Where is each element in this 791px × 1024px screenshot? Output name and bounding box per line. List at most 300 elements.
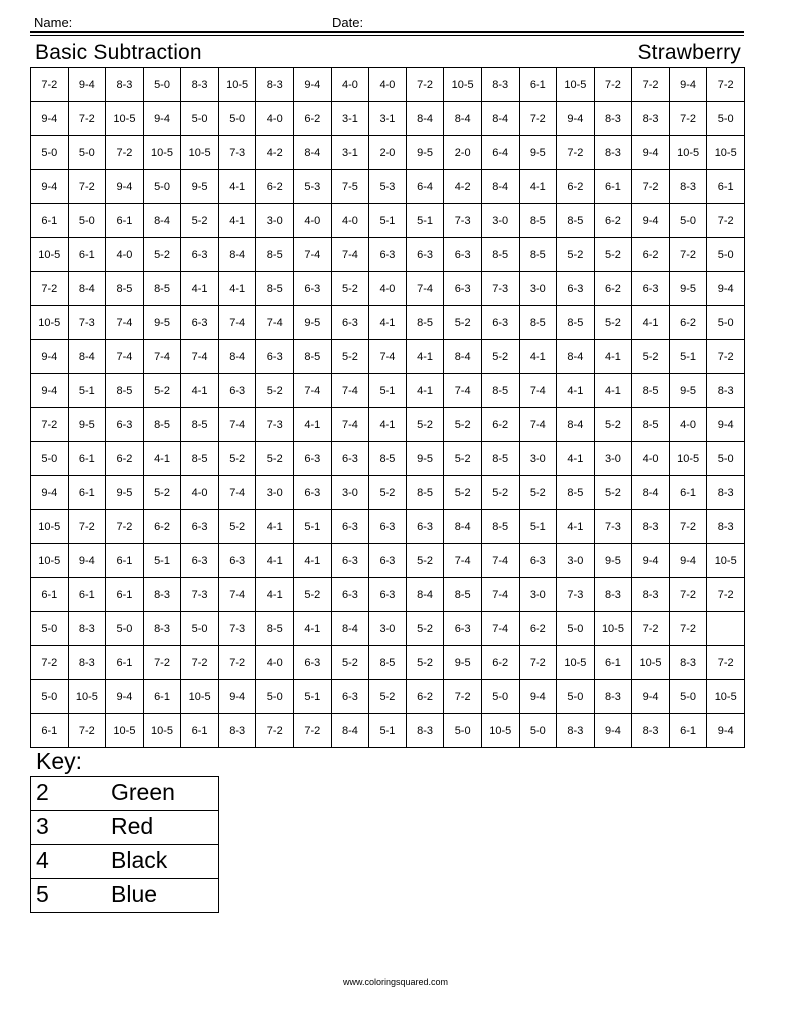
grid-cell[interactable]: 5-2 bbox=[369, 476, 407, 510]
grid-cell[interactable]: 10-5 bbox=[31, 306, 69, 340]
grid-cell[interactable]: 8-3 bbox=[68, 646, 106, 680]
grid-cell[interactable]: 8-5 bbox=[143, 272, 181, 306]
grid-cell[interactable]: 7-2 bbox=[669, 510, 707, 544]
grid-cell[interactable]: 6-1 bbox=[594, 170, 632, 204]
grid-cell[interactable]: 8-5 bbox=[256, 238, 294, 272]
grid-cell[interactable]: 6-3 bbox=[369, 238, 407, 272]
grid-cell[interactable]: 10-5 bbox=[31, 238, 69, 272]
grid-cell[interactable]: 5-2 bbox=[143, 476, 181, 510]
grid-cell[interactable]: 10-5 bbox=[707, 680, 745, 714]
grid-cell[interactable]: 9-4 bbox=[632, 204, 670, 238]
grid-cell[interactable]: 7-2 bbox=[68, 170, 106, 204]
grid-cell[interactable]: 10-5 bbox=[68, 680, 106, 714]
grid-cell[interactable]: 10-5 bbox=[181, 136, 219, 170]
grid-cell[interactable]: 10-5 bbox=[632, 646, 670, 680]
grid-cell[interactable]: 5-0 bbox=[444, 714, 482, 748]
grid-cell[interactable]: 6-3 bbox=[444, 612, 482, 646]
grid-cell[interactable]: 6-3 bbox=[256, 340, 294, 374]
grid-cell[interactable]: 8-5 bbox=[369, 646, 407, 680]
grid-cell[interactable]: 5-1 bbox=[369, 374, 407, 408]
grid-cell[interactable]: 6-2 bbox=[143, 510, 181, 544]
grid-cell[interactable]: 7-4 bbox=[218, 408, 256, 442]
grid-cell[interactable]: 4-0 bbox=[369, 68, 407, 102]
grid-cell[interactable]: 6-3 bbox=[369, 578, 407, 612]
grid-cell[interactable]: 5-2 bbox=[256, 442, 294, 476]
grid-cell[interactable]: 6-3 bbox=[406, 238, 444, 272]
grid-cell[interactable]: 4-1 bbox=[369, 408, 407, 442]
grid-cell[interactable]: 9-4 bbox=[31, 476, 69, 510]
grid-cell[interactable]: 10-5 bbox=[106, 102, 144, 136]
grid-cell[interactable]: 6-1 bbox=[31, 204, 69, 238]
grid-cell[interactable]: 8-4 bbox=[444, 340, 482, 374]
grid-cell[interactable]: 3-1 bbox=[331, 136, 369, 170]
grid-cell[interactable]: 7-4 bbox=[143, 340, 181, 374]
grid-cell[interactable]: 5-0 bbox=[31, 680, 69, 714]
grid-cell[interactable]: 8-4 bbox=[481, 170, 519, 204]
grid-cell[interactable]: 4-0 bbox=[632, 442, 670, 476]
grid-cell[interactable]: 6-1 bbox=[31, 714, 69, 748]
grid-cell[interactable]: 8-3 bbox=[669, 170, 707, 204]
grid-cell[interactable]: 8-4 bbox=[557, 408, 595, 442]
grid-cell[interactable]: 4-1 bbox=[519, 170, 557, 204]
grid-cell[interactable]: 10-5 bbox=[143, 136, 181, 170]
grid-cell[interactable]: 3-1 bbox=[369, 102, 407, 136]
grid-cell[interactable]: 6-3 bbox=[181, 510, 219, 544]
grid-cell[interactable]: 7-4 bbox=[294, 238, 332, 272]
grid-cell[interactable]: 8-4 bbox=[68, 272, 106, 306]
grid-cell[interactable]: 4-1 bbox=[294, 408, 332, 442]
grid-cell[interactable]: 8-3 bbox=[707, 374, 745, 408]
grid-cell[interactable]: 6-1 bbox=[707, 170, 745, 204]
grid-cell[interactable]: 3-0 bbox=[331, 476, 369, 510]
grid-cell[interactable]: 10-5 bbox=[106, 714, 144, 748]
grid-cell[interactable]: 7-4 bbox=[294, 374, 332, 408]
grid-cell[interactable]: 6-3 bbox=[369, 544, 407, 578]
grid-cell[interactable]: 8-3 bbox=[557, 714, 595, 748]
grid-cell[interactable]: 3-0 bbox=[481, 204, 519, 238]
grid-cell[interactable]: 8-5 bbox=[106, 272, 144, 306]
grid-cell[interactable]: 10-5 bbox=[594, 612, 632, 646]
grid-cell[interactable]: 3-0 bbox=[594, 442, 632, 476]
grid-cell[interactable]: 6-1 bbox=[181, 714, 219, 748]
grid-cell[interactable]: 5-2 bbox=[594, 306, 632, 340]
grid-cell[interactable]: 9-4 bbox=[106, 170, 144, 204]
grid-cell[interactable]: 3-0 bbox=[256, 204, 294, 238]
grid-cell[interactable]: 5-0 bbox=[519, 714, 557, 748]
grid-cell[interactable]: 5-0 bbox=[707, 442, 745, 476]
grid-cell[interactable]: 9-4 bbox=[31, 340, 69, 374]
grid-cell[interactable]: 8-4 bbox=[481, 102, 519, 136]
grid-cell[interactable]: 7-2 bbox=[181, 646, 219, 680]
grid-cell[interactable]: 5-2 bbox=[444, 306, 482, 340]
grid-cell[interactable]: 6-3 bbox=[331, 680, 369, 714]
grid-cell[interactable]: 6-3 bbox=[218, 374, 256, 408]
grid-cell[interactable]: 10-5 bbox=[218, 68, 256, 102]
grid-cell[interactable]: 4-0 bbox=[331, 204, 369, 238]
grid-cell[interactable]: 8-5 bbox=[256, 612, 294, 646]
grid-cell[interactable]: 2-0 bbox=[444, 136, 482, 170]
grid-cell[interactable]: 6-2 bbox=[632, 238, 670, 272]
grid-cell[interactable]: 8-5 bbox=[481, 374, 519, 408]
grid-cell[interactable]: 5-2 bbox=[632, 340, 670, 374]
grid-cell[interactable]: 6-3 bbox=[406, 510, 444, 544]
grid-cell[interactable]: 6-3 bbox=[444, 272, 482, 306]
grid-cell[interactable]: 5-0 bbox=[707, 238, 745, 272]
grid-cell[interactable]: 8-3 bbox=[669, 646, 707, 680]
grid-cell[interactable]: 8-5 bbox=[406, 306, 444, 340]
grid-cell[interactable]: 9-4 bbox=[31, 170, 69, 204]
grid-cell[interactable]: 5-2 bbox=[406, 646, 444, 680]
grid-cell[interactable]: 7-2 bbox=[519, 102, 557, 136]
grid-cell[interactable]: 6-3 bbox=[481, 306, 519, 340]
grid-cell[interactable]: 7-2 bbox=[106, 510, 144, 544]
grid-cell[interactable]: 7-2 bbox=[707, 340, 745, 374]
grid-cell[interactable]: 8-3 bbox=[594, 136, 632, 170]
grid-cell[interactable]: 8-3 bbox=[594, 578, 632, 612]
grid-cell[interactable]: 4-1 bbox=[181, 374, 219, 408]
grid-cell[interactable]: 5-0 bbox=[181, 612, 219, 646]
grid-cell[interactable]: 9-4 bbox=[106, 680, 144, 714]
grid-cell[interactable]: 7-2 bbox=[707, 646, 745, 680]
grid-cell[interactable]: 10-5 bbox=[669, 136, 707, 170]
grid-cell[interactable]: 9-4 bbox=[669, 68, 707, 102]
grid-cell[interactable]: 6-3 bbox=[181, 544, 219, 578]
grid-cell[interactable]: 6-1 bbox=[519, 68, 557, 102]
grid-cell[interactable]: 7-4 bbox=[481, 544, 519, 578]
grid-cell[interactable]: 8-3 bbox=[218, 714, 256, 748]
grid-cell[interactable]: 9-5 bbox=[406, 136, 444, 170]
grid-cell[interactable]: 5-0 bbox=[707, 306, 745, 340]
grid-cell[interactable]: 6-2 bbox=[557, 170, 595, 204]
grid-cell[interactable]: 7-2 bbox=[707, 204, 745, 238]
grid-cell[interactable]: 7-4 bbox=[331, 374, 369, 408]
grid-cell[interactable]: 8-5 bbox=[557, 204, 595, 238]
grid-cell[interactable]: 7-2 bbox=[31, 408, 69, 442]
grid-cell[interactable]: 6-1 bbox=[106, 578, 144, 612]
grid-cell[interactable]: 8-5 bbox=[294, 340, 332, 374]
grid-cell[interactable]: 9-4 bbox=[68, 544, 106, 578]
grid-cell[interactable]: 5-2 bbox=[331, 340, 369, 374]
grid-cell[interactable]: 5-0 bbox=[68, 204, 106, 238]
grid-cell[interactable]: 7-2 bbox=[444, 680, 482, 714]
grid-cell[interactable]: 8-3 bbox=[707, 510, 745, 544]
grid-cell[interactable]: 7-3 bbox=[218, 136, 256, 170]
grid-cell[interactable]: 8-5 bbox=[519, 238, 557, 272]
grid-cell[interactable]: 7-4 bbox=[106, 340, 144, 374]
grid-cell[interactable]: 5-2 bbox=[406, 408, 444, 442]
grid-cell[interactable]: 8-5 bbox=[106, 374, 144, 408]
grid-cell[interactable]: 4-1 bbox=[557, 442, 595, 476]
grid-cell[interactable]: 5-2 bbox=[331, 272, 369, 306]
grid-cell[interactable]: 7-2 bbox=[632, 170, 670, 204]
grid-cell[interactable]: 8-3 bbox=[481, 68, 519, 102]
grid-cell[interactable]: 4-0 bbox=[369, 272, 407, 306]
grid-cell[interactable]: 6-2 bbox=[669, 306, 707, 340]
grid-cell[interactable]: 6-3 bbox=[106, 408, 144, 442]
grid-cell[interactable]: 5-0 bbox=[31, 612, 69, 646]
grid-cell[interactable]: 8-3 bbox=[143, 578, 181, 612]
grid-cell[interactable]: 10-5 bbox=[557, 68, 595, 102]
grid-cell[interactable]: 7-2 bbox=[68, 102, 106, 136]
grid-cell[interactable]: 8-4 bbox=[143, 204, 181, 238]
grid-cell[interactable]: 7-3 bbox=[68, 306, 106, 340]
grid-cell[interactable]: 4-1 bbox=[594, 374, 632, 408]
grid-cell[interactable]: 5-1 bbox=[294, 510, 332, 544]
grid-cell[interactable]: 6-3 bbox=[294, 442, 332, 476]
grid-cell[interactable]: 8-3 bbox=[707, 476, 745, 510]
grid-cell[interactable]: 6-3 bbox=[294, 476, 332, 510]
grid-cell[interactable]: 9-4 bbox=[632, 680, 670, 714]
grid-cell[interactable]: 10-5 bbox=[143, 714, 181, 748]
grid-cell[interactable]: 5-0 bbox=[143, 170, 181, 204]
grid-cell[interactable]: 5-0 bbox=[557, 612, 595, 646]
grid-cell[interactable]: 5-0 bbox=[143, 68, 181, 102]
grid-cell[interactable]: 6-1 bbox=[68, 442, 106, 476]
grid-cell[interactable]: 8-5 bbox=[444, 578, 482, 612]
grid-cell[interactable]: 8-5 bbox=[557, 476, 595, 510]
grid-cell[interactable]: 5-0 bbox=[557, 680, 595, 714]
grid-cell[interactable]: 4-1 bbox=[143, 442, 181, 476]
grid-cell[interactable]: 3-0 bbox=[369, 612, 407, 646]
grid-cell[interactable]: 6-3 bbox=[331, 578, 369, 612]
grid-cell[interactable]: 7-3 bbox=[444, 204, 482, 238]
grid-cell[interactable]: 4-1 bbox=[594, 340, 632, 374]
grid-cell[interactable]: 9-4 bbox=[31, 374, 69, 408]
grid-cell[interactable]: 9-5 bbox=[68, 408, 106, 442]
grid-cell[interactable]: 7-2 bbox=[669, 612, 707, 646]
grid-cell[interactable]: 5-2 bbox=[519, 476, 557, 510]
grid-cell[interactable]: 9-4 bbox=[632, 544, 670, 578]
grid-cell[interactable]: 6-3 bbox=[181, 306, 219, 340]
grid-cell[interactable]: 5-0 bbox=[31, 442, 69, 476]
grid-cell[interactable]: 8-4 bbox=[406, 578, 444, 612]
grid-cell[interactable]: 4-1 bbox=[519, 340, 557, 374]
grid-cell[interactable]: 7-2 bbox=[31, 646, 69, 680]
grid-cell[interactable]: 5-2 bbox=[594, 408, 632, 442]
grid-cell[interactable]: 7-2 bbox=[31, 272, 69, 306]
grid-cell[interactable]: 6-3 bbox=[331, 510, 369, 544]
grid-cell[interactable]: 5-1 bbox=[669, 340, 707, 374]
grid-cell[interactable]: 2-0 bbox=[369, 136, 407, 170]
grid-cell[interactable]: 7-3 bbox=[218, 612, 256, 646]
grid-cell[interactable]: 6-2 bbox=[594, 204, 632, 238]
grid-cell[interactable]: 8-3 bbox=[594, 102, 632, 136]
grid-cell[interactable]: 6-3 bbox=[331, 306, 369, 340]
grid-cell[interactable]: 5-3 bbox=[369, 170, 407, 204]
grid-cell[interactable]: 8-5 bbox=[557, 306, 595, 340]
grid-cell[interactable]: 7-3 bbox=[594, 510, 632, 544]
grid-cell[interactable]: 9-5 bbox=[406, 442, 444, 476]
grid-cell[interactable]: 8-3 bbox=[632, 510, 670, 544]
grid-cell[interactable]: 9-5 bbox=[444, 646, 482, 680]
grid-cell[interactable] bbox=[707, 612, 745, 646]
grid-cell[interactable]: 7-4 bbox=[519, 374, 557, 408]
grid-cell[interactable]: 6-3 bbox=[557, 272, 595, 306]
grid-cell[interactable]: 4-1 bbox=[256, 510, 294, 544]
grid-cell[interactable]: 7-2 bbox=[294, 714, 332, 748]
grid-cell[interactable]: 8-4 bbox=[557, 340, 595, 374]
grid-cell[interactable]: 6-2 bbox=[594, 272, 632, 306]
grid-cell[interactable]: 7-4 bbox=[218, 578, 256, 612]
grid-cell[interactable]: 5-2 bbox=[481, 340, 519, 374]
grid-cell[interactable]: 6-3 bbox=[369, 510, 407, 544]
grid-cell[interactable]: 9-5 bbox=[181, 170, 219, 204]
grid-cell[interactable]: 5-2 bbox=[594, 238, 632, 272]
grid-cell[interactable]: 5-0 bbox=[31, 136, 69, 170]
grid-cell[interactable]: 7-4 bbox=[406, 272, 444, 306]
grid-cell[interactable]: 6-2 bbox=[481, 646, 519, 680]
grid-cell[interactable]: 5-1 bbox=[143, 544, 181, 578]
grid-cell[interactable]: 5-2 bbox=[143, 238, 181, 272]
grid-cell[interactable]: 9-4 bbox=[669, 544, 707, 578]
grid-cell[interactable]: 4-0 bbox=[294, 204, 332, 238]
grid-cell[interactable]: 7-2 bbox=[106, 136, 144, 170]
grid-cell[interactable]: 9-4 bbox=[594, 714, 632, 748]
grid-cell[interactable]: 7-4 bbox=[256, 306, 294, 340]
grid-cell[interactable]: 3-0 bbox=[557, 544, 595, 578]
grid-cell[interactable]: 4-0 bbox=[181, 476, 219, 510]
grid-cell[interactable]: 5-1 bbox=[369, 714, 407, 748]
grid-cell[interactable]: 4-1 bbox=[369, 306, 407, 340]
grid-cell[interactable]: 8-4 bbox=[444, 102, 482, 136]
grid-cell[interactable]: 5-0 bbox=[256, 680, 294, 714]
grid-cell[interactable]: 6-1 bbox=[106, 204, 144, 238]
grid-cell[interactable]: 9-4 bbox=[707, 272, 745, 306]
grid-cell[interactable]: 8-4 bbox=[218, 238, 256, 272]
grid-cell[interactable]: 8-5 bbox=[369, 442, 407, 476]
grid-cell[interactable]: 4-0 bbox=[106, 238, 144, 272]
grid-cell[interactable]: 6-3 bbox=[181, 238, 219, 272]
grid-cell[interactable]: 6-2 bbox=[406, 680, 444, 714]
grid-cell[interactable]: 6-3 bbox=[632, 272, 670, 306]
grid-cell[interactable]: 9-5 bbox=[669, 272, 707, 306]
grid-cell[interactable]: 6-2 bbox=[256, 170, 294, 204]
grid-cell[interactable]: 5-2 bbox=[481, 476, 519, 510]
grid-cell[interactable]: 7-5 bbox=[331, 170, 369, 204]
grid-cell[interactable]: 6-1 bbox=[68, 578, 106, 612]
grid-cell[interactable]: 7-2 bbox=[256, 714, 294, 748]
grid-cell[interactable]: 6-3 bbox=[294, 272, 332, 306]
grid-cell[interactable]: 7-2 bbox=[669, 238, 707, 272]
grid-cell[interactable]: 4-1 bbox=[294, 612, 332, 646]
grid-cell[interactable]: 7-4 bbox=[481, 578, 519, 612]
grid-cell[interactable]: 3-0 bbox=[519, 578, 557, 612]
grid-cell[interactable]: 9-4 bbox=[143, 102, 181, 136]
grid-cell[interactable]: 8-5 bbox=[481, 238, 519, 272]
grid-cell[interactable]: 5-2 bbox=[406, 612, 444, 646]
grid-cell[interactable]: 6-1 bbox=[106, 646, 144, 680]
grid-cell[interactable]: 6-4 bbox=[481, 136, 519, 170]
grid-cell[interactable]: 9-4 bbox=[519, 680, 557, 714]
grid-cell[interactable]: 6-2 bbox=[294, 102, 332, 136]
grid-cell[interactable]: 4-0 bbox=[256, 102, 294, 136]
grid-cell[interactable]: 4-1 bbox=[218, 272, 256, 306]
grid-cell[interactable]: 5-2 bbox=[406, 544, 444, 578]
grid-cell[interactable]: 8-4 bbox=[68, 340, 106, 374]
grid-cell[interactable]: 5-0 bbox=[669, 680, 707, 714]
grid-cell[interactable]: 5-3 bbox=[294, 170, 332, 204]
grid-cell[interactable]: 6-4 bbox=[406, 170, 444, 204]
grid-cell[interactable]: 4-0 bbox=[331, 68, 369, 102]
grid-cell[interactable]: 8-3 bbox=[181, 68, 219, 102]
grid-cell[interactable]: 7-4 bbox=[331, 238, 369, 272]
grid-cell[interactable]: 5-2 bbox=[444, 408, 482, 442]
grid-cell[interactable]: 10-5 bbox=[557, 646, 595, 680]
grid-cell[interactable]: 8-4 bbox=[331, 714, 369, 748]
grid-cell[interactable]: 7-2 bbox=[31, 68, 69, 102]
grid-cell[interactable]: 7-4 bbox=[369, 340, 407, 374]
grid-cell[interactable]: 6-1 bbox=[31, 578, 69, 612]
grid-cell[interactable]: 7-3 bbox=[557, 578, 595, 612]
grid-cell[interactable]: 5-0 bbox=[181, 102, 219, 136]
grid-cell[interactable]: 7-2 bbox=[594, 68, 632, 102]
grid-cell[interactable]: 7-2 bbox=[68, 510, 106, 544]
grid-cell[interactable]: 6-3 bbox=[218, 544, 256, 578]
grid-cell[interactable]: 7-2 bbox=[632, 612, 670, 646]
grid-cell[interactable]: 8-3 bbox=[406, 714, 444, 748]
grid-cell[interactable]: 6-3 bbox=[444, 238, 482, 272]
grid-cell[interactable]: 4-1 bbox=[557, 374, 595, 408]
grid-cell[interactable]: 6-3 bbox=[519, 544, 557, 578]
grid-cell[interactable]: 4-1 bbox=[256, 544, 294, 578]
grid-cell[interactable]: 7-4 bbox=[331, 408, 369, 442]
grid-cell[interactable]: 8-4 bbox=[294, 136, 332, 170]
grid-cell[interactable]: 7-2 bbox=[218, 646, 256, 680]
grid-cell[interactable]: 10-5 bbox=[707, 136, 745, 170]
grid-cell[interactable]: 8-3 bbox=[256, 68, 294, 102]
grid-cell[interactable]: 9-5 bbox=[143, 306, 181, 340]
grid-cell[interactable]: 5-0 bbox=[669, 204, 707, 238]
grid-cell[interactable]: 10-5 bbox=[444, 68, 482, 102]
grid-cell[interactable]: 5-2 bbox=[143, 374, 181, 408]
grid-cell[interactable]: 4-2 bbox=[444, 170, 482, 204]
grid-cell[interactable]: 4-1 bbox=[218, 170, 256, 204]
grid-cell[interactable]: 10-5 bbox=[481, 714, 519, 748]
grid-cell[interactable]: 6-2 bbox=[106, 442, 144, 476]
grid-cell[interactable]: 7-4 bbox=[181, 340, 219, 374]
grid-cell[interactable]: 4-2 bbox=[256, 136, 294, 170]
grid-cell[interactable]: 6-1 bbox=[68, 476, 106, 510]
grid-cell[interactable]: 7-2 bbox=[68, 714, 106, 748]
grid-cell[interactable]: 7-4 bbox=[519, 408, 557, 442]
grid-cell[interactable]: 9-5 bbox=[669, 374, 707, 408]
grid-cell[interactable]: 6-1 bbox=[594, 646, 632, 680]
grid-cell[interactable]: 5-2 bbox=[256, 374, 294, 408]
grid-cell[interactable]: 5-0 bbox=[707, 102, 745, 136]
grid-cell[interactable]: 6-1 bbox=[106, 544, 144, 578]
grid-cell[interactable]: 4-1 bbox=[557, 510, 595, 544]
grid-cell[interactable]: 8-5 bbox=[519, 306, 557, 340]
grid-cell[interactable]: 8-5 bbox=[632, 374, 670, 408]
grid-cell[interactable]: 5-0 bbox=[68, 136, 106, 170]
grid-cell[interactable]: 7-4 bbox=[218, 306, 256, 340]
grid-cell[interactable]: 5-0 bbox=[218, 102, 256, 136]
grid-cell[interactable]: 5-0 bbox=[106, 612, 144, 646]
grid-cell[interactable]: 8-5 bbox=[143, 408, 181, 442]
grid-cell[interactable]: 9-4 bbox=[632, 136, 670, 170]
grid-cell[interactable]: 9-5 bbox=[294, 306, 332, 340]
grid-cell[interactable]: 7-4 bbox=[444, 374, 482, 408]
grid-cell[interactable]: 6-2 bbox=[481, 408, 519, 442]
grid-cell[interactable]: 5-2 bbox=[218, 510, 256, 544]
grid-cell[interactable]: 8-3 bbox=[632, 578, 670, 612]
grid-cell[interactable]: 3-0 bbox=[519, 442, 557, 476]
grid-cell[interactable]: 8-4 bbox=[218, 340, 256, 374]
grid-cell[interactable]: 8-3 bbox=[594, 680, 632, 714]
grid-cell[interactable]: 8-5 bbox=[406, 476, 444, 510]
grid-cell[interactable]: 7-2 bbox=[669, 578, 707, 612]
grid-cell[interactable]: 5-2 bbox=[594, 476, 632, 510]
